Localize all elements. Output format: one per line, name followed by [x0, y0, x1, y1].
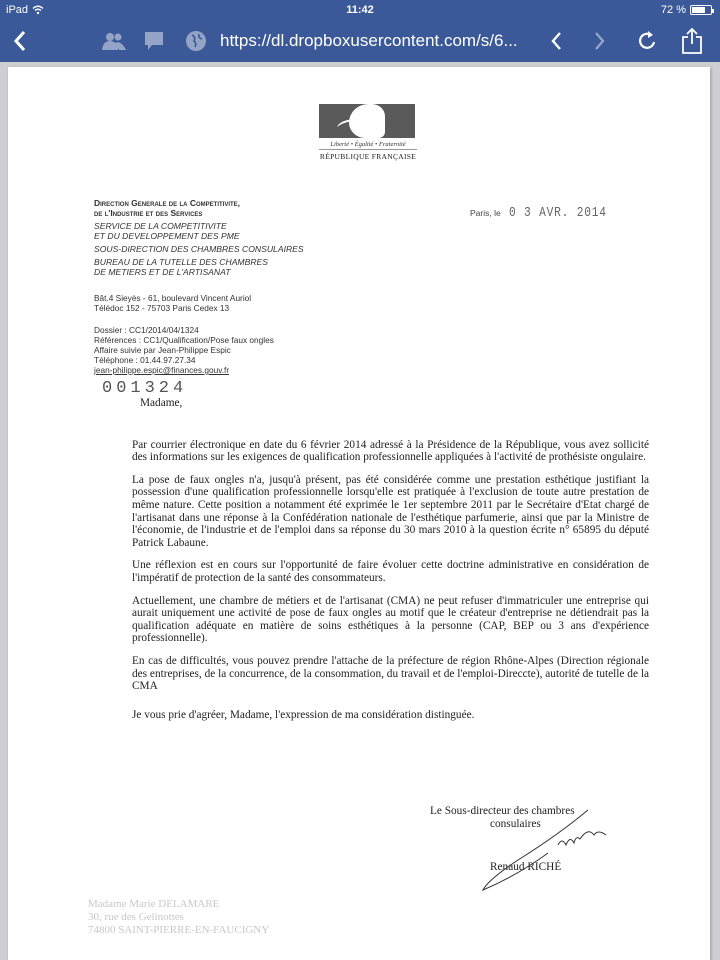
paragraph: Actuellement, une chambre de métiers et de l'artisanat (CMA) ne peut refuser d'immatriculer une entreprise qui aurait uniquement une activité de pose de faux ongles au motif que le créateur d'entreprise ne détiendrait pas la qualification adéquate en matière de soins esthétiques à la personne (CAP, BEP ou 3 ans d'expérience professionnelle). [132, 594, 649, 645]
clock: 11:42 [346, 4, 374, 16]
marianne-emblem-icon [319, 104, 415, 138]
dossier-block [94, 325, 274, 375]
battery-fill [692, 7, 705, 13]
paragraph: Une réflexion est en cours sur l'opportunité de faire évoluer cette doctrine administrative en considération de l'impératif de protection de la santé des consommateurs. [132, 559, 649, 584]
page-forward-button[interactable] [588, 22, 612, 60]
service-line1: SERVICE DE LA COMPETITIVITE [94, 221, 227, 231]
nav-back-icon [550, 31, 562, 51]
status-bar [0, 0, 720, 20]
recipient-line2: 30, rue des Gelinottes [88, 911, 184, 923]
bureau-line1: BUREAU DE LA TUTELLE DES CHAMBRES [94, 257, 268, 267]
page-back-button[interactable] [544, 22, 568, 60]
recipient-line1: Madame Marie DELAMARE [88, 898, 220, 910]
sender-address [94, 293, 251, 313]
globe-icon [185, 30, 207, 52]
url-field[interactable]: https://dl.dropboxusercontent.com/s/6... [220, 31, 518, 50]
comment-icon [144, 31, 164, 51]
back-icon [13, 30, 27, 52]
date-label: Paris, le [470, 208, 501, 218]
motto: Liberté • Égalité • Fraternité [319, 141, 417, 150]
telephone: Téléphone : 01.44.97.27.34 [94, 355, 196, 365]
salutation: Madame, [140, 397, 183, 409]
email-link[interactable]: jean-philippe.espic@finances.gouv.fr [94, 365, 230, 375]
share-button[interactable] [678, 22, 706, 60]
globe-button[interactable] [184, 22, 208, 60]
direction-line1: Direction Generale de la Competitivite, [94, 198, 241, 208]
document-viewer[interactable] [0, 62, 720, 960]
marianne-logo [319, 104, 417, 161]
dossier-number: Dossier : CC1/2014/04/1324 [94, 325, 199, 335]
reload-button[interactable] [634, 22, 660, 60]
contacts-icon [101, 31, 127, 51]
battery-icon [690, 5, 712, 15]
nav-forward-icon [594, 31, 606, 51]
direction-line2: de l'Industrie et des Services [94, 208, 203, 218]
paragraph: En cas de difficultés, vous pouvez prendre l'attache de la préfecture de région Rhône-Alpes (Direction régionale des entreprises, de la concurrence, de la consommation, du travail et de l'emploi-Direccte), autorité de tutelle de la CMA [132, 654, 649, 693]
sender-block [94, 198, 304, 277]
paragraph: La pose de faux ongles n'a, jusqu'à présent, pas été considérée comme une prestation esthétique justifiant la possession d'une qualification professionnelle lorsqu'elle est pratiquée à l'exclusion de toute autre prestation de même nature. Cette position a notamment été exprimée le 1er septembre 2011 par le Secrétaire d'Etat chargé de l'artisanat dans une réponse à la Confédération nationale de l'esthétique parfumerie, ainsi que par la Ministre de l'économie, de l'industrie et de l'emploi dans sa réponse du 30 mars 2010 à la question écrite n° 65895 du député Patrick Labaune. [132, 473, 649, 549]
reload-icon [637, 30, 657, 52]
recipient-address [88, 898, 269, 937]
paragraph: Par courrier électronique en date du 6 février 2014 adressé à la Présidence de la République, vous avez sollicité des informations sur les exigences de qualification professionnelle appliquées à l'activité de prothésiste ongulaire. [132, 438, 649, 464]
sous-direction: SOUS-DIRECTION DES CHAMBRES CONSULAIRES [94, 244, 304, 254]
contacts-button[interactable] [100, 22, 128, 60]
battery-percent: 72 % [660, 4, 686, 16]
references: Références : CC1/Qualification/Pose faux ongles [94, 335, 274, 345]
letter-body [132, 397, 649, 731]
letter-page [8, 67, 710, 960]
browser-toolbar [0, 22, 720, 60]
comment-button[interactable] [142, 22, 166, 60]
date-stamp: 0 3 AVR. 2014 [508, 205, 607, 221]
bureau-line2: DE METIERS ET DE L'ARTISANAT [94, 267, 231, 277]
closing-formula: Je vous prie d'agréer, Madame, l'expression de ma considération distinguée. [132, 708, 475, 721]
service-line2: ET DU DEVELOPPEMENT DES PME [94, 231, 240, 241]
recipient-line3: 74800 SAINT-PIERRE-EN-FAUCIGNY [88, 924, 270, 936]
browser-chrome [0, 0, 720, 62]
affaire-suivie: Affaire suivie par Jean-Philippe Espic [94, 345, 231, 355]
signatory-title-line2: consulaires [490, 818, 541, 830]
address-line2: Télédoc 152 - 75703 Paris Cedex 13 [94, 303, 230, 313]
handwritten-signature-icon [458, 805, 638, 895]
device-label: iPad [6, 4, 29, 16]
signatory-name: Renaud RICHÉ [490, 861, 562, 873]
signatory-title-line1: Le Sous-directeur des chambres [430, 805, 575, 817]
address-line1: Bât.4 Sieyès - 61, boulevard Vincent Auriol [94, 293, 252, 303]
signature-block [428, 805, 628, 873]
registration-stamp: 001324 [102, 379, 188, 398]
republic-label: RÉPUBLIQUE FRANÇAISE [319, 152, 417, 161]
date-line [470, 205, 631, 221]
share-icon [681, 27, 703, 55]
back-button[interactable] [6, 22, 34, 60]
